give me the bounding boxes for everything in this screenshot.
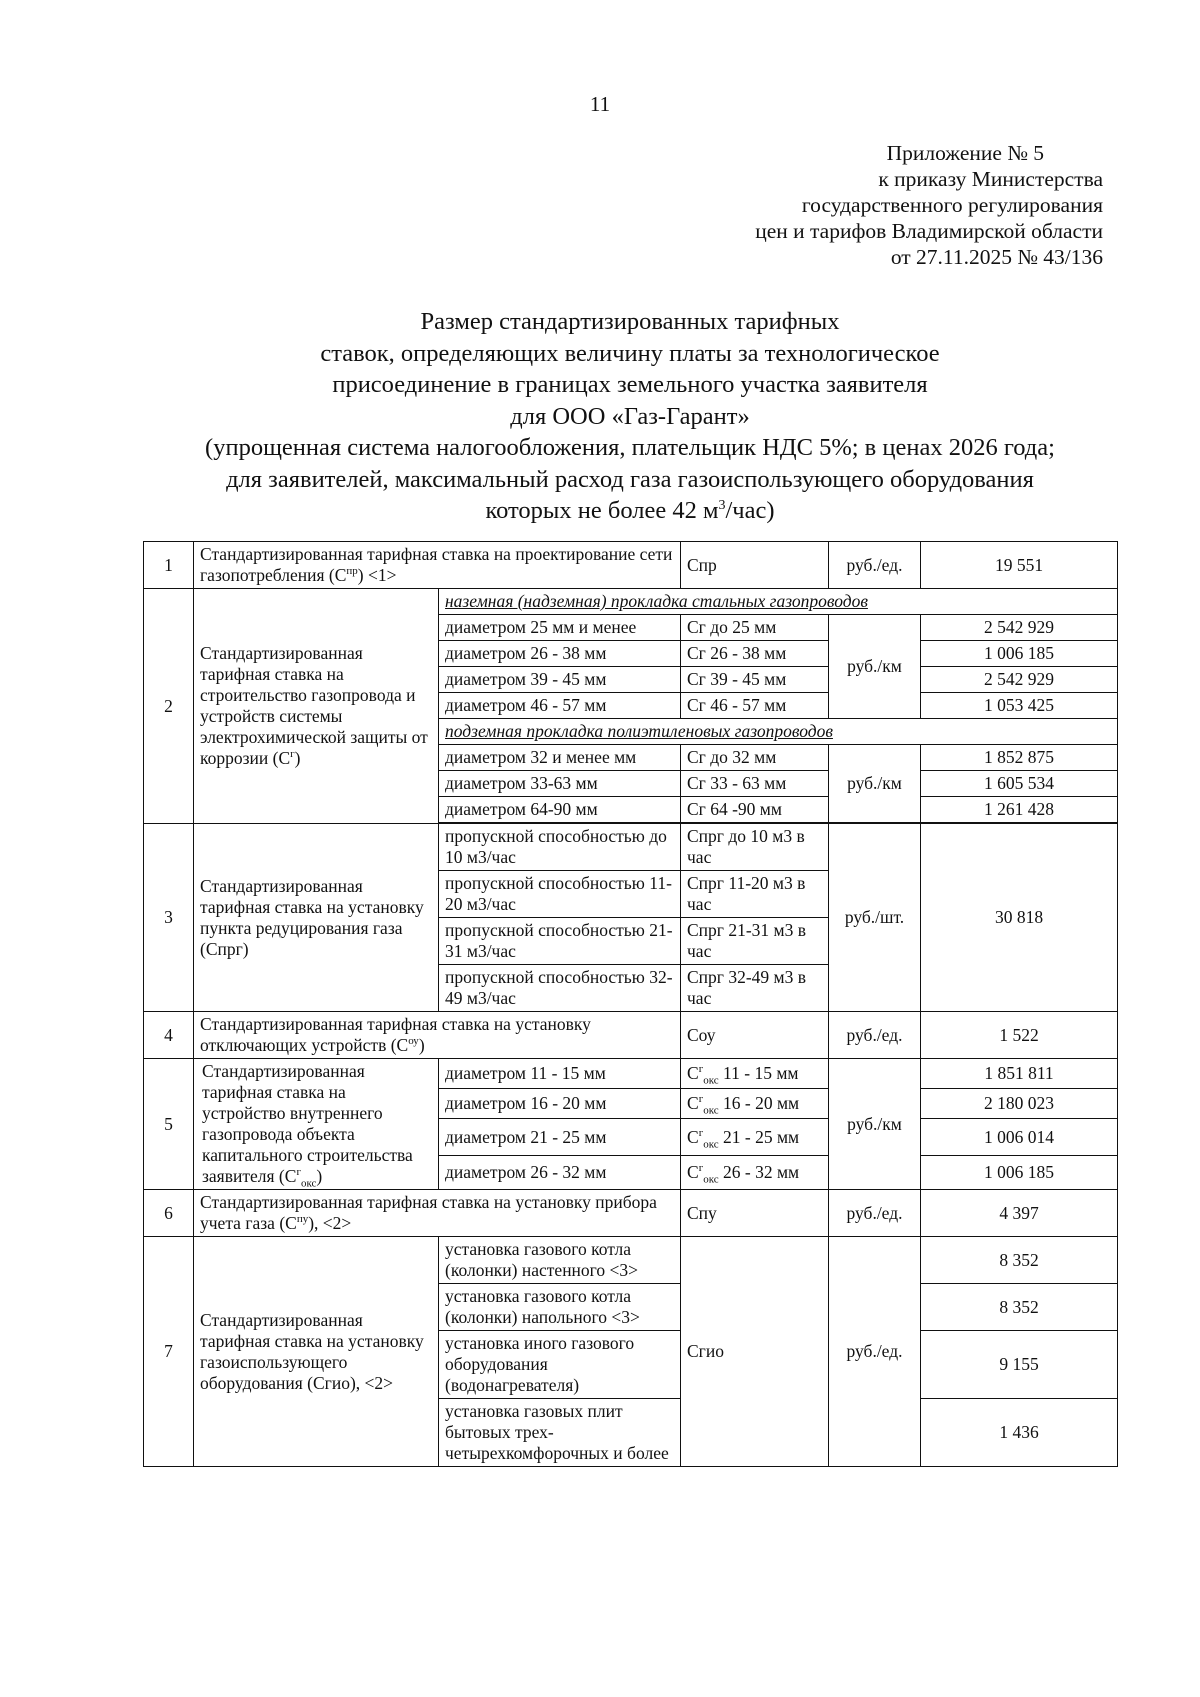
row-number: 5 [144, 1059, 194, 1190]
title-line: которых не более 42 $м^3/час$) [485, 497, 775, 524]
rate-value: 30 818 [921, 824, 1118, 1012]
rate-code: Спрг 32-49 м3 в час [681, 965, 829, 1012]
page-number: 11 [589, 92, 611, 116]
row-number: 4 [144, 1012, 194, 1059]
rate-value: 2 542 929 [921, 667, 1118, 693]
document-title [150, 306, 1110, 527]
rate-code: Сг до 25 мм [681, 615, 829, 641]
table-row [144, 1190, 1118, 1237]
rate-unit: руб./ед. [829, 1012, 921, 1059]
rate-desc: диаметром 39 - 45 мм [439, 667, 681, 693]
rate-name: Стандартизированная тарифная ставка на установку пункта редуцирования газа (Спрг) [194, 824, 439, 1012]
appendix-line: от 27.11.2025 № 43/136 [890, 245, 1103, 269]
table-row [144, 1237, 1118, 1284]
rate-unit: руб./км [829, 1059, 921, 1190]
rate-unit: руб./ед. [829, 1237, 921, 1467]
row-number: 7 [144, 1237, 194, 1467]
section-header: подземная прокладка полиэтиленовых газопроводов [439, 719, 1118, 745]
rate-value: 1 006 185 [921, 641, 1118, 667]
rate-value: 1 261 428 [921, 797, 1118, 823]
rate-code: Спрг 11-20 м3 в час [681, 871, 829, 918]
row-number: 6 [144, 1190, 194, 1237]
rate-desc: установка газового котла (колонки) напольного <3> [439, 1284, 681, 1331]
rate-desc: диаметром 64-90 мм [439, 797, 681, 823]
rate-code: $С^г_{окс}$ 16 - 20 мм [681, 1089, 829, 1119]
appendix-line: государственного регулирования [801, 193, 1103, 217]
rate-code: Сг 33 - 63 мм [681, 771, 829, 797]
rate-name: Стандартизированная тарифная ставка на проектирование сети газопотребления $(С^{пр}) <1>$ [194, 542, 681, 589]
rate-code: Спрг до 10 м3 в час [681, 824, 829, 871]
rate-desc: диаметром 25 мм и менее [439, 615, 681, 641]
rate-code: Соу [681, 1012, 829, 1059]
rate-desc: установка газовых плит бытовых трех-четырехкомфорочных и более [439, 1399, 681, 1467]
rate-desc: пропускной способностью до 10 м3/час [439, 824, 681, 871]
rate-name: Стандартизированная тарифная ставка на установку газоиспользующего оборудования (Сгио), <2> [194, 1237, 439, 1467]
rate-value: 1 006 014 [921, 1119, 1118, 1156]
rate-value: 1 605 534 [921, 771, 1118, 797]
rate-code: $С^г_{окс}$ 21 - 25 мм [681, 1119, 829, 1156]
rate-unit: руб./ед. [829, 1190, 921, 1237]
table-row [144, 824, 1118, 871]
rate-value: 9 155 [921, 1331, 1118, 1399]
title-line: ставок, определяющих величину платы за технологическое [320, 339, 940, 367]
rate-value: 2 542 929 [921, 615, 1118, 641]
tariff-table [143, 541, 1118, 1467]
rate-code: $С^г_{окс}$ 26 - 32 мм [681, 1156, 829, 1190]
rate-desc: пропускной способностью 32-49 м3/час [439, 965, 681, 1012]
rate-code: Спрг 21-31 м3 в час [681, 918, 829, 965]
rate-value: 8 352 [921, 1237, 1118, 1284]
rate-unit: руб./ед. [829, 542, 921, 589]
rate-desc: диаметром 16 - 20 мм [439, 1089, 681, 1119]
rate-desc: диаметром 11 - 15 мм [439, 1059, 681, 1089]
table-row [144, 589, 1118, 615]
title-line: присоединение в границах земельного участка заявителя [332, 371, 928, 398]
appendix-line: цен и тарифов Владимирской области [755, 219, 1103, 243]
title-line: (упрощенная система налогообложения, плательщик НДС 5%; в ценах 2026 года; [205, 434, 1055, 461]
title-line: для ООО «Газ-Гарант» [510, 402, 750, 430]
title-line: Размер стандартизированных тарифных [420, 308, 840, 335]
rate-name: Стандартизированная тарифная ставка на установку отключающих устройств $(С^{оу})$ [194, 1012, 681, 1059]
rate-code: Сгио [681, 1237, 829, 1467]
rate-code: $С^г_{окс}$ 11 - 15 мм [681, 1059, 829, 1089]
rate-name: Стандартизированная тарифная ставка на установку прибора учета газа $(С^{пу})$, <2> [194, 1190, 681, 1237]
appendix-title: Приложение № 5 [886, 141, 1044, 165]
rate-desc: диаметром 32 и менее мм [439, 745, 681, 771]
rate-value: 1 006 185 [921, 1156, 1118, 1190]
rate-unit: руб./шт. [829, 824, 921, 1012]
appendix-header [0, 140, 1103, 270]
rate-code: Сг 64 -90 мм [681, 797, 829, 823]
rate-desc: установка иного газового оборудования (водонагревателя) [439, 1331, 681, 1399]
table-row [144, 1012, 1118, 1059]
rate-desc: установка газового котла (колонки) настенного <3> [439, 1237, 681, 1284]
rate-unit: руб./км [829, 615, 921, 719]
rate-desc: диаметром 26 - 32 мм [439, 1156, 681, 1190]
rate-name: Стандартизированная тарифная ставка на устройство внутреннего газопровода объекта капитального строительства заявителя $(С^г_{окс})$ [194, 1059, 439, 1190]
rate-desc: пропускной способностью 21-31 м3/час [439, 918, 681, 965]
rate-value: 1 852 875 [921, 745, 1118, 771]
rate-code: Спр [681, 542, 829, 589]
rate-code: Сг до 32 мм [681, 745, 829, 771]
row-number: 1 [144, 542, 194, 589]
rate-desc: диаметром 26 - 38 мм [439, 641, 681, 667]
rate-desc: пропускной способностью 11-20 м3/час [439, 871, 681, 918]
row-number: 2 [144, 589, 194, 824]
rate-value: 19 551 [921, 542, 1118, 589]
row-number: 3 [144, 824, 194, 1012]
rate-value: 1 436 [921, 1399, 1118, 1467]
rate-code: Спу [681, 1190, 829, 1237]
rate-value: 4 397 [921, 1190, 1118, 1237]
rate-value: 1 851 811 [921, 1059, 1118, 1089]
section-header: наземная (надземная) прокладка стальных газопроводов [439, 589, 1118, 615]
rate-desc: диаметром 21 - 25 мм [439, 1119, 681, 1156]
rate-value: 1 522 [921, 1012, 1118, 1059]
rate-value: 2 180 023 [921, 1089, 1118, 1119]
appendix-line: к приказу Министерства [878, 167, 1103, 191]
rate-desc: диаметром 33-63 мм [439, 771, 681, 797]
rate-value: 1 053 425 [921, 693, 1118, 719]
table-row [144, 542, 1118, 589]
rate-code: Сг 39 - 45 мм [681, 667, 829, 693]
rate-value: 8 352 [921, 1284, 1118, 1331]
rate-code: Сг 26 - 38 мм [681, 641, 829, 667]
rate-unit: руб./км [829, 745, 921, 823]
title-line: для заявителей, максимальный расход газа газоиспользующего оборудования [226, 465, 1034, 493]
rate-name: Стандартизированная тарифная ставка на строительство газопровода и устройств системы электрохимической защиты от коррозии $(С^г)$ [194, 589, 439, 824]
rate-desc: диаметром 46 - 57 мм [439, 693, 681, 719]
rate-code: Сг 46 - 57 мм [681, 693, 829, 719]
table-row [144, 1059, 1118, 1089]
